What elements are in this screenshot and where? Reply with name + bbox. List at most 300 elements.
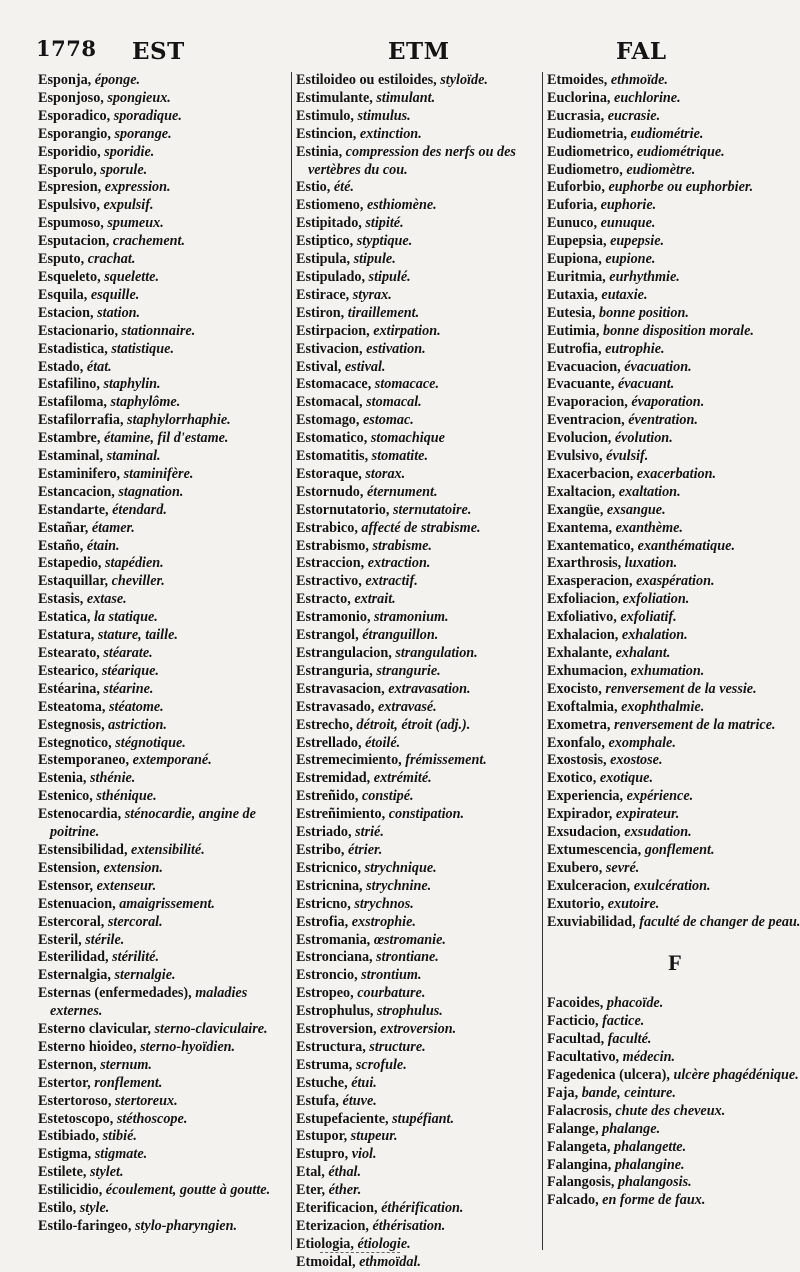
french-translation: stomacace. xyxy=(374,376,440,393)
dictionary-entry xyxy=(547,914,800,932)
dictionary-entry xyxy=(547,412,800,430)
spanish-term: Estrellado, xyxy=(296,734,362,751)
spanish-term: Estricnina, xyxy=(296,877,363,894)
french-translation: éternument. xyxy=(366,483,438,500)
dictionary-entry xyxy=(38,860,286,878)
spanish-term: Estomatico, xyxy=(296,430,368,447)
dictionary-entry xyxy=(296,179,544,197)
french-translation: constipé. xyxy=(361,788,414,805)
spanish-term: Eutesia, xyxy=(547,304,596,321)
french-translation: évacuation. xyxy=(624,358,692,375)
dictionary-entry xyxy=(296,878,544,896)
french-translation: sporadique. xyxy=(113,107,182,124)
french-translation: stipité. xyxy=(365,215,404,232)
french-translation: strophulus. xyxy=(376,1003,443,1020)
spanish-term: Exsudacion, xyxy=(547,824,621,841)
dictionary-entry xyxy=(38,412,286,430)
dictionary-entry xyxy=(38,108,286,126)
french-translation: spongieux. xyxy=(107,89,171,106)
dictionary-entry xyxy=(296,627,544,645)
french-translation: extinction. xyxy=(359,125,422,142)
dictionary-entry xyxy=(547,1192,800,1210)
french-translation: renversement de la matrice. xyxy=(613,716,776,733)
spanish-term: Estilicidio, xyxy=(38,1182,103,1199)
french-translation: eunuque. xyxy=(600,215,656,232)
dictionary-entry xyxy=(38,502,286,520)
french-translation: style. xyxy=(79,1200,110,1217)
dictionary-entry xyxy=(547,90,800,108)
spanish-term: Etiologia, xyxy=(296,1235,354,1252)
spanish-term: Estricno, xyxy=(296,895,351,912)
dictionary-entry xyxy=(38,1111,286,1129)
dictionary-entry xyxy=(547,896,800,914)
spanish-term: Estigma, xyxy=(38,1146,92,1163)
french-translation: stationnaire. xyxy=(121,322,196,339)
french-translation: compression des nerfs ou des vertèbres du cou. xyxy=(308,143,516,178)
spanish-term: Estegnotico, xyxy=(38,734,112,751)
french-translation: stature, taille. xyxy=(97,627,178,644)
dictionary-entry xyxy=(547,466,800,484)
dictionary-entry xyxy=(38,645,286,663)
spanish-term: Esterno clavicular, xyxy=(38,1021,151,1038)
dictionary-entry xyxy=(38,878,286,896)
french-translation: strontium. xyxy=(361,967,422,984)
spanish-term: Euclorina, xyxy=(547,89,611,106)
french-translation: la statique. xyxy=(93,609,158,626)
dictionary-entry xyxy=(38,72,286,90)
spanish-term: Estruma, xyxy=(296,1056,353,1073)
french-translation: exstrophie. xyxy=(351,913,416,930)
french-translation: éponge. xyxy=(94,72,141,88)
french-translation: écoulement, goutte à goutte. xyxy=(105,1182,271,1199)
french-translation: sevré. xyxy=(605,859,640,876)
dictionary-entry xyxy=(296,376,544,394)
spanish-term: Estreñido, xyxy=(296,788,359,805)
french-translation: esquille. xyxy=(90,286,140,303)
spanish-term: Estrofia, xyxy=(296,913,349,930)
french-translation: stupeur. xyxy=(350,1128,398,1145)
dictionary-entry xyxy=(296,788,544,806)
spanish-term: Fagedenica (ulcera), xyxy=(547,1067,670,1084)
french-translation: stylet. xyxy=(90,1164,124,1181)
spanish-term: Estivacion, xyxy=(296,340,363,357)
french-translation: styrax. xyxy=(352,286,392,303)
dictionary-entry xyxy=(38,359,286,377)
french-translation: crachat. xyxy=(87,251,136,268)
spanish-term: Estilo-faringeo, xyxy=(38,1218,132,1234)
french-translation: eutrophie. xyxy=(605,340,665,357)
spanish-term: Eupiona, xyxy=(547,251,602,268)
french-translation: staminifère. xyxy=(123,465,194,482)
french-translation: ulcère phagédénique. xyxy=(673,1067,799,1084)
spanish-term: Estravasado, xyxy=(296,698,375,715)
french-translation: extase. xyxy=(86,591,127,608)
dictionary-entry xyxy=(547,609,800,627)
spanish-term: Estimulo, xyxy=(296,107,354,124)
dictionary-entry xyxy=(547,573,800,591)
french-translation: astriction. xyxy=(108,716,167,733)
french-translation: extroversion. xyxy=(380,1021,457,1038)
french-translation: phalangine. xyxy=(614,1156,685,1173)
dictionary-entry xyxy=(547,752,800,770)
french-translation: phalangette. xyxy=(614,1138,687,1155)
french-translation: storax. xyxy=(365,465,406,482)
dictionary-entry xyxy=(296,949,544,967)
spanish-term: Eucrasia, xyxy=(547,107,605,124)
french-translation: cheviller. xyxy=(111,573,165,590)
french-translation: étiologie. xyxy=(357,1235,411,1252)
dictionary-entry xyxy=(38,735,286,753)
spanish-term: Estandarte, xyxy=(38,501,109,518)
dictionary-entry xyxy=(38,394,286,412)
dictionary-entry xyxy=(38,215,286,233)
french-translation: exaltation. xyxy=(618,483,681,500)
french-translation: stéthoscope. xyxy=(116,1110,188,1127)
dictionary-entry xyxy=(296,1039,544,1057)
spanish-term: Estiloideo ou estiloides, xyxy=(296,72,437,88)
french-translation: scrofule. xyxy=(355,1056,407,1073)
spanish-term: Esponja, xyxy=(38,72,92,88)
spanish-term: Estomacal, xyxy=(296,394,363,411)
spanish-term: Esteatoma, xyxy=(38,698,106,715)
dictionary-entry xyxy=(296,1128,544,1146)
dictionary-entry xyxy=(547,1139,800,1157)
dictionary-entry xyxy=(296,1164,544,1182)
spanish-term: Esporidio, xyxy=(38,143,101,160)
spanish-term: Exangüe, xyxy=(547,501,604,518)
spanish-term: Estiron, xyxy=(296,304,345,321)
dictionary-entry xyxy=(296,609,544,627)
french-translation: styloïde. xyxy=(440,72,488,88)
dictionary-entry xyxy=(296,1021,544,1039)
spanish-term: Estadistica, xyxy=(38,340,108,357)
spanish-term: Evulsivo, xyxy=(547,448,603,465)
dictionary-entry xyxy=(296,806,544,824)
french-translation: strangurie. xyxy=(376,662,441,679)
spanish-term: Espulsivo, xyxy=(38,197,100,214)
dictionary-entry xyxy=(547,681,800,699)
french-translation: stomachique xyxy=(370,430,445,447)
column-middle xyxy=(291,72,544,1270)
french-translation: stertoreux. xyxy=(114,1092,178,1109)
dictionary-entry xyxy=(547,269,800,287)
spanish-term: Esternalgia, xyxy=(38,967,111,984)
dictionary-entry xyxy=(38,914,286,932)
dictionary-entry xyxy=(38,376,286,394)
spanish-term: Estrecho, xyxy=(296,716,353,733)
dictionary-entry xyxy=(38,448,286,466)
spanish-term: Estilete, xyxy=(38,1164,87,1181)
dictionary-entry xyxy=(547,627,800,645)
french-translation: en forme de faux. xyxy=(602,1192,706,1209)
dictionary-entry xyxy=(296,752,544,770)
french-translation: stipule. xyxy=(353,251,396,268)
spanish-term: Esporangio, xyxy=(38,125,111,142)
spanish-term: Estension, xyxy=(38,859,100,876)
french-translation: strontiane. xyxy=(376,949,439,966)
dictionary-entry xyxy=(296,681,544,699)
dictionary-entry xyxy=(547,394,800,412)
spanish-term: Faja, xyxy=(547,1084,579,1101)
spanish-term: Esterno hioideo, xyxy=(38,1038,137,1055)
dictionary-entry xyxy=(296,144,544,180)
spanish-term: Euritmia, xyxy=(547,268,606,285)
spanish-term: Estractivo, xyxy=(296,573,362,590)
dictionary-entry xyxy=(38,341,286,359)
spanish-term: Espumoso, xyxy=(38,215,104,232)
dictionary-entry xyxy=(38,985,286,1021)
french-translation: amaigrissement. xyxy=(119,895,215,912)
dictionary-entry xyxy=(547,215,800,233)
section-letter-heading: F xyxy=(668,949,682,975)
spanish-term: Estinia, xyxy=(296,143,343,160)
french-translation: spumeux. xyxy=(107,215,164,232)
spanish-term: Estacion, xyxy=(38,304,94,321)
french-translation: frémissement. xyxy=(405,752,487,769)
dictionary-entry xyxy=(296,967,544,985)
french-translation: ronflement. xyxy=(94,1074,163,1091)
spanish-term: Exuviabilidad, xyxy=(547,913,636,930)
french-translation: éthérification. xyxy=(381,1200,464,1217)
spanish-term: Estatura, xyxy=(38,627,95,644)
dictionary-entry xyxy=(38,305,286,323)
dictionary-entry xyxy=(296,1218,544,1236)
spanish-term: Eutrofia, xyxy=(547,340,602,357)
spanish-term: Eutimia, xyxy=(547,322,600,339)
spanish-term: Estrangulacion, xyxy=(296,645,392,661)
dictionary-entry xyxy=(38,627,286,645)
spanish-term: Etmoides, xyxy=(547,72,608,88)
spanish-term: Exhumacion, xyxy=(547,662,628,679)
french-translation: statistique. xyxy=(111,340,174,357)
spanish-term: Eter, xyxy=(296,1182,326,1199)
dictionary-entry xyxy=(296,484,544,502)
spanish-term: Estirace, xyxy=(296,286,350,303)
french-translation: exostose. xyxy=(610,752,663,769)
spanish-term: Exhalante, xyxy=(547,645,613,661)
dictionary-entry xyxy=(296,717,544,735)
french-translation: stéarate. xyxy=(103,645,153,661)
french-translation: étoilé. xyxy=(365,734,401,751)
dictionary-entry xyxy=(38,1057,286,1075)
spanish-term: Exubero, xyxy=(547,859,603,876)
french-translation: eudiométrie. xyxy=(630,125,704,142)
dictionary-entry xyxy=(547,126,800,144)
spanish-term: Estilo, xyxy=(38,1200,77,1217)
spanish-term: Estupro, xyxy=(296,1146,349,1163)
dictionary-entry xyxy=(296,1146,544,1164)
french-translation: viol. xyxy=(351,1146,377,1163)
spanish-term: Exometra, xyxy=(547,716,611,733)
dictionary-entry xyxy=(296,555,544,573)
french-translation: sternutatoire. xyxy=(392,501,472,518)
french-translation: eupepsie. xyxy=(610,233,665,250)
french-translation: évolution. xyxy=(614,430,673,447)
french-translation: constipation. xyxy=(388,806,465,823)
spanish-term: Extumescencia, xyxy=(547,841,642,858)
french-translation: euphorie. xyxy=(600,197,657,214)
dictionary-entry xyxy=(38,144,286,162)
dictionary-entry xyxy=(38,609,286,627)
dictionary-entry xyxy=(38,717,286,735)
french-translation: stérilité. xyxy=(112,949,160,966)
spanish-term: Estriado, xyxy=(296,824,352,841)
french-translation: étranguillon. xyxy=(362,627,439,644)
spanish-term: Esporulo, xyxy=(38,161,97,178)
french-translation: exacerbation. xyxy=(636,465,717,482)
spanish-term: Estaquillar, xyxy=(38,573,109,590)
spanish-term: Exasperacion, xyxy=(547,573,633,590)
dictionary-entry xyxy=(38,1039,286,1057)
french-translation: évaporation. xyxy=(631,394,705,411)
spanish-term: Estañar, xyxy=(38,519,89,536)
french-translation: exfoliatif. xyxy=(620,609,677,626)
french-translation: crachement. xyxy=(112,233,186,250)
spanish-term: Exacerbacion, xyxy=(547,465,634,482)
dictionary-entry xyxy=(547,555,800,573)
dictionary-entry xyxy=(296,430,544,448)
spanish-term: Evaporacion, xyxy=(547,394,628,411)
spanish-term: Estancacion, xyxy=(38,483,115,500)
dictionary-entry xyxy=(38,752,286,770)
spanish-term: Estearico, xyxy=(38,662,99,679)
dictionary-entry xyxy=(296,860,544,878)
dictionary-entry xyxy=(296,108,544,126)
dictionary-entry xyxy=(296,197,544,215)
french-translation: exanthème. xyxy=(615,519,683,536)
spanish-term: Estufa, xyxy=(296,1092,339,1109)
spanish-term: Estropeo, xyxy=(296,985,354,1002)
french-translation: sporule. xyxy=(100,161,148,178)
spanish-term: Estimulante, xyxy=(296,89,373,106)
french-translation: stupéfiant. xyxy=(392,1110,455,1127)
spanish-term: Estreñimiento, xyxy=(296,806,386,823)
dictionary-entry xyxy=(547,341,800,359)
spanish-term: Estrophulus, xyxy=(296,1003,374,1020)
spanish-term: Evolucion, xyxy=(547,430,612,447)
dictionary-entry xyxy=(296,412,544,430)
french-translation: station. xyxy=(97,304,141,321)
dictionary-entry xyxy=(547,179,800,197)
french-translation: staphylorrhaphie. xyxy=(127,412,231,429)
french-translation: expression. xyxy=(104,179,171,196)
spanish-term: Esqueleto, xyxy=(38,268,101,285)
column-right xyxy=(542,72,800,1250)
spanish-term: Estafiloma, xyxy=(38,394,107,411)
right-entries-e xyxy=(547,72,800,932)
spanish-term: Estafilorrafia, xyxy=(38,412,124,429)
spanish-term: Estribo, xyxy=(296,841,345,858)
dictionary-entry xyxy=(547,1157,800,1175)
dictionary-entry xyxy=(38,1218,286,1236)
spanish-term: Estirpacion, xyxy=(296,322,370,339)
spanish-term: Exostosis, xyxy=(547,752,607,769)
dictionary-entry xyxy=(296,896,544,914)
french-translation: bande, ceinture. xyxy=(581,1084,676,1101)
dictionary-entry xyxy=(38,932,286,950)
dictionary-entry xyxy=(38,520,286,538)
dictionary-entry xyxy=(296,1200,544,1218)
spanish-term: Estomago, xyxy=(296,412,360,429)
spanish-term: Falangina, xyxy=(547,1156,612,1173)
dictionary-entry xyxy=(547,717,800,735)
spanish-term: Falacrosis, xyxy=(547,1102,612,1119)
french-translation: stimulant. xyxy=(376,89,436,106)
dictionary-entry xyxy=(547,645,800,663)
spanish-term: Estibiado, xyxy=(38,1128,100,1145)
french-translation: sterno-claviculaire. xyxy=(154,1021,268,1038)
dictionary-entry xyxy=(38,1146,286,1164)
spanish-term: Esputacion, xyxy=(38,233,110,250)
french-translation: factice. xyxy=(602,1013,645,1030)
french-translation: éthérisation. xyxy=(372,1218,446,1234)
bottom-rule xyxy=(320,1252,400,1253)
spanish-term: Estaño, xyxy=(38,537,84,554)
spanish-term: Esternas (enfermedades), xyxy=(38,985,192,1002)
french-translation: eutaxie. xyxy=(601,286,648,303)
spanish-term: Estincion, xyxy=(296,125,357,142)
dictionary-entry xyxy=(547,1121,800,1139)
running-head-center: ETM xyxy=(388,38,450,65)
spanish-term: Estearato, xyxy=(38,645,100,661)
dictionary-entry xyxy=(38,197,286,215)
french-translation: strychnine. xyxy=(366,877,432,894)
spanish-term: Estremecimiento, xyxy=(296,752,402,769)
spanish-term: Exarthrosis, xyxy=(547,555,622,572)
french-translation: staphylin. xyxy=(103,376,161,393)
french-translation: squelette. xyxy=(104,268,159,285)
french-translation: stercoral. xyxy=(107,913,163,930)
spanish-term: Eudiometria, xyxy=(547,125,627,142)
dictionary-entry xyxy=(38,573,286,591)
spanish-term: Exutorio, xyxy=(547,895,605,912)
dictionary-entry xyxy=(38,1164,286,1182)
spanish-term: Estrabismo, xyxy=(296,537,369,554)
spanish-term: Estercoral, xyxy=(38,913,105,930)
spanish-term: Estipulado, xyxy=(296,268,365,285)
french-translation: renversement de la vessie. xyxy=(605,680,757,697)
dictionary-entry xyxy=(547,484,800,502)
spanish-term: Estroncio, xyxy=(296,967,358,984)
dictionary-entry xyxy=(547,591,800,609)
french-translation: étendard. xyxy=(112,501,167,518)
dictionary-entry xyxy=(38,663,286,681)
spanish-term: Esterilidad, xyxy=(38,949,109,966)
dictionary-entry xyxy=(296,645,544,663)
spanish-term: Estenia, xyxy=(38,770,87,787)
dictionary-entry xyxy=(547,448,800,466)
spanish-term: Facultativo, xyxy=(547,1049,620,1066)
spanish-term: Estraccion, xyxy=(296,555,365,572)
dictionary-entry xyxy=(296,305,544,323)
dictionary-entry xyxy=(547,860,800,878)
dictionary-entry xyxy=(547,770,800,788)
dictionary-entry xyxy=(547,842,800,860)
spanish-term: Exantema, xyxy=(547,519,613,536)
spanish-term: Estiptico, xyxy=(296,233,354,250)
spanish-term: Estructura, xyxy=(296,1038,366,1055)
spanish-term: Esquila, xyxy=(38,286,88,303)
dictionary-entry xyxy=(296,591,544,609)
french-translation: extenseur. xyxy=(96,877,157,894)
french-translation: stramonium. xyxy=(374,609,449,626)
french-translation: sternum. xyxy=(100,1056,152,1073)
french-translation: exulcération. xyxy=(633,877,711,894)
dictionary-entry xyxy=(296,72,544,90)
french-translation: exhalation. xyxy=(621,627,688,644)
dictionary-entry xyxy=(296,1057,544,1075)
french-translation: exsangue. xyxy=(606,501,666,518)
